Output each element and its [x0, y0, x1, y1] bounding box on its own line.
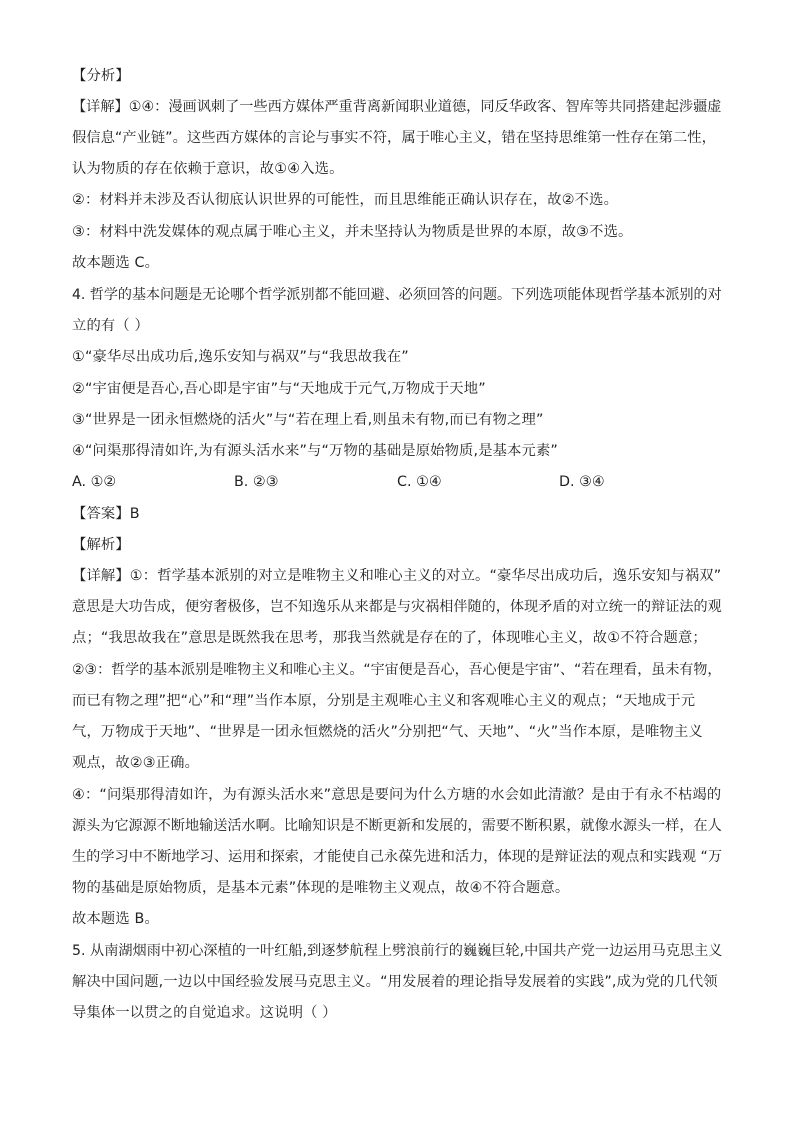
statement-item: ④“问渠那得清如许,为有源头活水来”与“万物的基础是原始物质,是基本元素” [72, 443, 558, 459]
detail-line: 假信息“产业链”。这些西方媒体的言论与事实不符，属于唯心主义，错在坚持思维第一性存在第二性， [72, 130, 716, 146]
detail-line: ③：材料中洗发媒体的观点属于唯心主义，并未坚持认为物质是世界的本原，故③不选。 [72, 224, 633, 240]
question-stem: 解决中国问题,一边以中国经验发展马克思主义。“用发展着的理论指导发展着的实践”,成为党的几代领 [72, 974, 718, 990]
detail-line: ④：“问渠那得清如许，为有源头活水来”意思是要问为什么方塘的水会如此清澈？是由于有永不枯竭的 [72, 787, 722, 803]
detail-line: 气，万物成于天地”、“世界是一团永恒燃烧的活火”分别把“气、天地”、“火”当作本原，是唯物主义 [72, 724, 703, 740]
statement-item: ①“豪华尽出成功后,逸乐安知与祸双”与“我思故我在” [72, 349, 409, 365]
conclusion: 故本题选 C。 [72, 255, 160, 271]
detail-line: 而已有物之理”把“心”和“理”当作本原，分别是主观唯心主义和客观唯心主义的观点；“天地成于元 [72, 693, 696, 709]
detail-line: 【详解】①④：漫画讽刺了一些西方媒体严重背离新闻职业道德，同反华政客、智库等共同搭建起涉疆虚 [72, 99, 722, 115]
question-stem: 5. 从南湖烟雨中初心深植的一叶红船,到逐梦航程上劈浪前行的巍巍巨轮,中国共产党一边运用马克思主义 [72, 943, 723, 959]
detail-line: 源头为它源源不断地输送活水啊。比喻知识是不断更新和发展的，需要不断积累，就像水源头一样，在人 [72, 818, 722, 834]
detail-line: 【详解】①：哲学基本派别的对立是唯物主义和唯心主义的对立。“豪华尽出成功后，逸乐安知与祸双” [72, 568, 722, 584]
analysis-tag: 【分析】 [72, 68, 130, 84]
answer-value: B [129, 506, 140, 522]
question-stem: 立的有（ ） [72, 318, 149, 334]
answer-tag: 【答案】 [72, 506, 130, 522]
statement-item: ②“宇宙便是吾心,吾心即是宇宙”与“天地成于元气,万物成于天地” [72, 381, 486, 397]
detail-line: 认为物质的存在依赖于意识，故①④入选。 [72, 161, 344, 177]
answer-line [72, 504, 140, 524]
conclusion: 故本题选 B。 [72, 911, 159, 927]
option-d: D. ③④ [559, 474, 605, 490]
analysis-tag: 【解析】 [72, 537, 130, 553]
question-stem: 4. 哲学的基本问题是无论哪个哲学派别都不能回避、必须回答的问题。下列选项能体现哲学基本派别的对 [72, 287, 722, 303]
detail-line: 观点，故②③正确。 [72, 755, 200, 771]
detail-line: 生的学习中不断地学习、运用和探索，才能使自己永葆先进和活力，体现的是辩证法的观点和实践观 “万 [72, 849, 723, 865]
question-stem: 导集体一以贯之的自觉追求。这说明（ ） [72, 1005, 337, 1021]
option-b: B. ②③ [234, 474, 279, 490]
detail-line: 意思是大功告成，便穷奢极侈，岂不知逸乐从来都是与灾祸相伴随的，体现矛盾的对立统一的辩证法的观 [72, 599, 722, 615]
detail-line: 点；“我思故我在”意思是既然我在思考，那我当然就是存在的了，体现唯心主义，故①不符合题意； [72, 630, 707, 646]
detail-line: ②：材料并未涉及否认彻底认识世界的可能性，而且思维能正确认识存在，故②不选。 [72, 192, 619, 208]
option-c: C. ①④ [397, 474, 442, 490]
statement-item: ③“世界是一团永恒燃烧的活火”与“若在理上看,则虽未有物,而已有物之理” [72, 412, 544, 428]
option-a: A. ①② [72, 474, 117, 490]
detail-line: ②③：哲学的基本派别是唯物主义和唯心主义。“宇宙便是吾心，吾心便是宇宙”、“若在理看，虽未有物， [72, 662, 722, 678]
detail-line: 物的基础是原始物质，是基本元素”体现的是唯物主义观点，故④不符合题意。 [72, 880, 570, 896]
